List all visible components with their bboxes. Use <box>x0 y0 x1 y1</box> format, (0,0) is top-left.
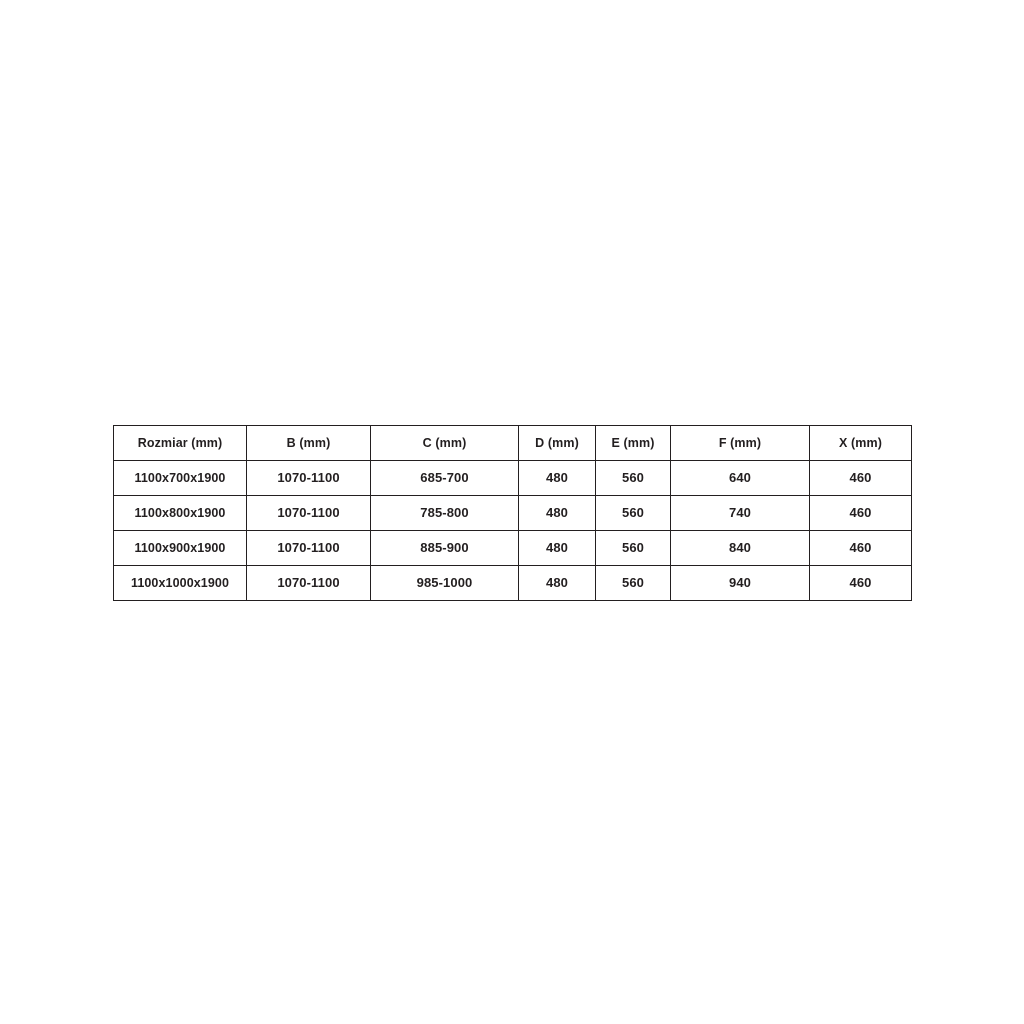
cell-c: 685-700 <box>371 461 519 496</box>
cell-x: 460 <box>810 496 912 531</box>
table-row <box>114 566 912 601</box>
cell-f: 740 <box>671 496 810 531</box>
cell-c: 985-1000 <box>371 566 519 601</box>
cell-f: 840 <box>671 531 810 566</box>
cell-x: 460 <box>810 566 912 601</box>
table-row <box>114 461 912 496</box>
column-header-c: C (mm) <box>371 426 519 461</box>
table-row <box>114 531 912 566</box>
cell-b: 1070-1100 <box>247 461 371 496</box>
cell-d: 480 <box>519 496 596 531</box>
column-header-b: B (mm) <box>247 426 371 461</box>
table-header-row <box>114 426 912 461</box>
column-header-d: D (mm) <box>519 426 596 461</box>
column-header-size: Rozmiar (mm) <box>114 426 247 461</box>
column-header-x: X (mm) <box>810 426 912 461</box>
cell-size: 1100x900x1900 <box>114 531 247 566</box>
cell-f: 940 <box>671 566 810 601</box>
cell-x: 460 <box>810 461 912 496</box>
cell-e: 560 <box>596 566 671 601</box>
cell-d: 480 <box>519 566 596 601</box>
cell-size: 1100x1000x1900 <box>114 566 247 601</box>
cell-d: 480 <box>519 461 596 496</box>
cell-b: 1070-1100 <box>247 496 371 531</box>
cell-e: 560 <box>596 531 671 566</box>
cell-e: 560 <box>596 496 671 531</box>
column-header-f: F (mm) <box>671 426 810 461</box>
cell-size: 1100x800x1900 <box>114 496 247 531</box>
cell-e: 560 <box>596 461 671 496</box>
cell-f: 640 <box>671 461 810 496</box>
specification-table-container <box>113 425 911 601</box>
specification-table <box>113 425 912 601</box>
cell-c: 885-900 <box>371 531 519 566</box>
cell-d: 480 <box>519 531 596 566</box>
column-header-e: E (mm) <box>596 426 671 461</box>
cell-b: 1070-1100 <box>247 531 371 566</box>
table-row <box>114 496 912 531</box>
cell-c: 785-800 <box>371 496 519 531</box>
cell-b: 1070-1100 <box>247 566 371 601</box>
cell-x: 460 <box>810 531 912 566</box>
cell-size: 1100x700x1900 <box>114 461 247 496</box>
